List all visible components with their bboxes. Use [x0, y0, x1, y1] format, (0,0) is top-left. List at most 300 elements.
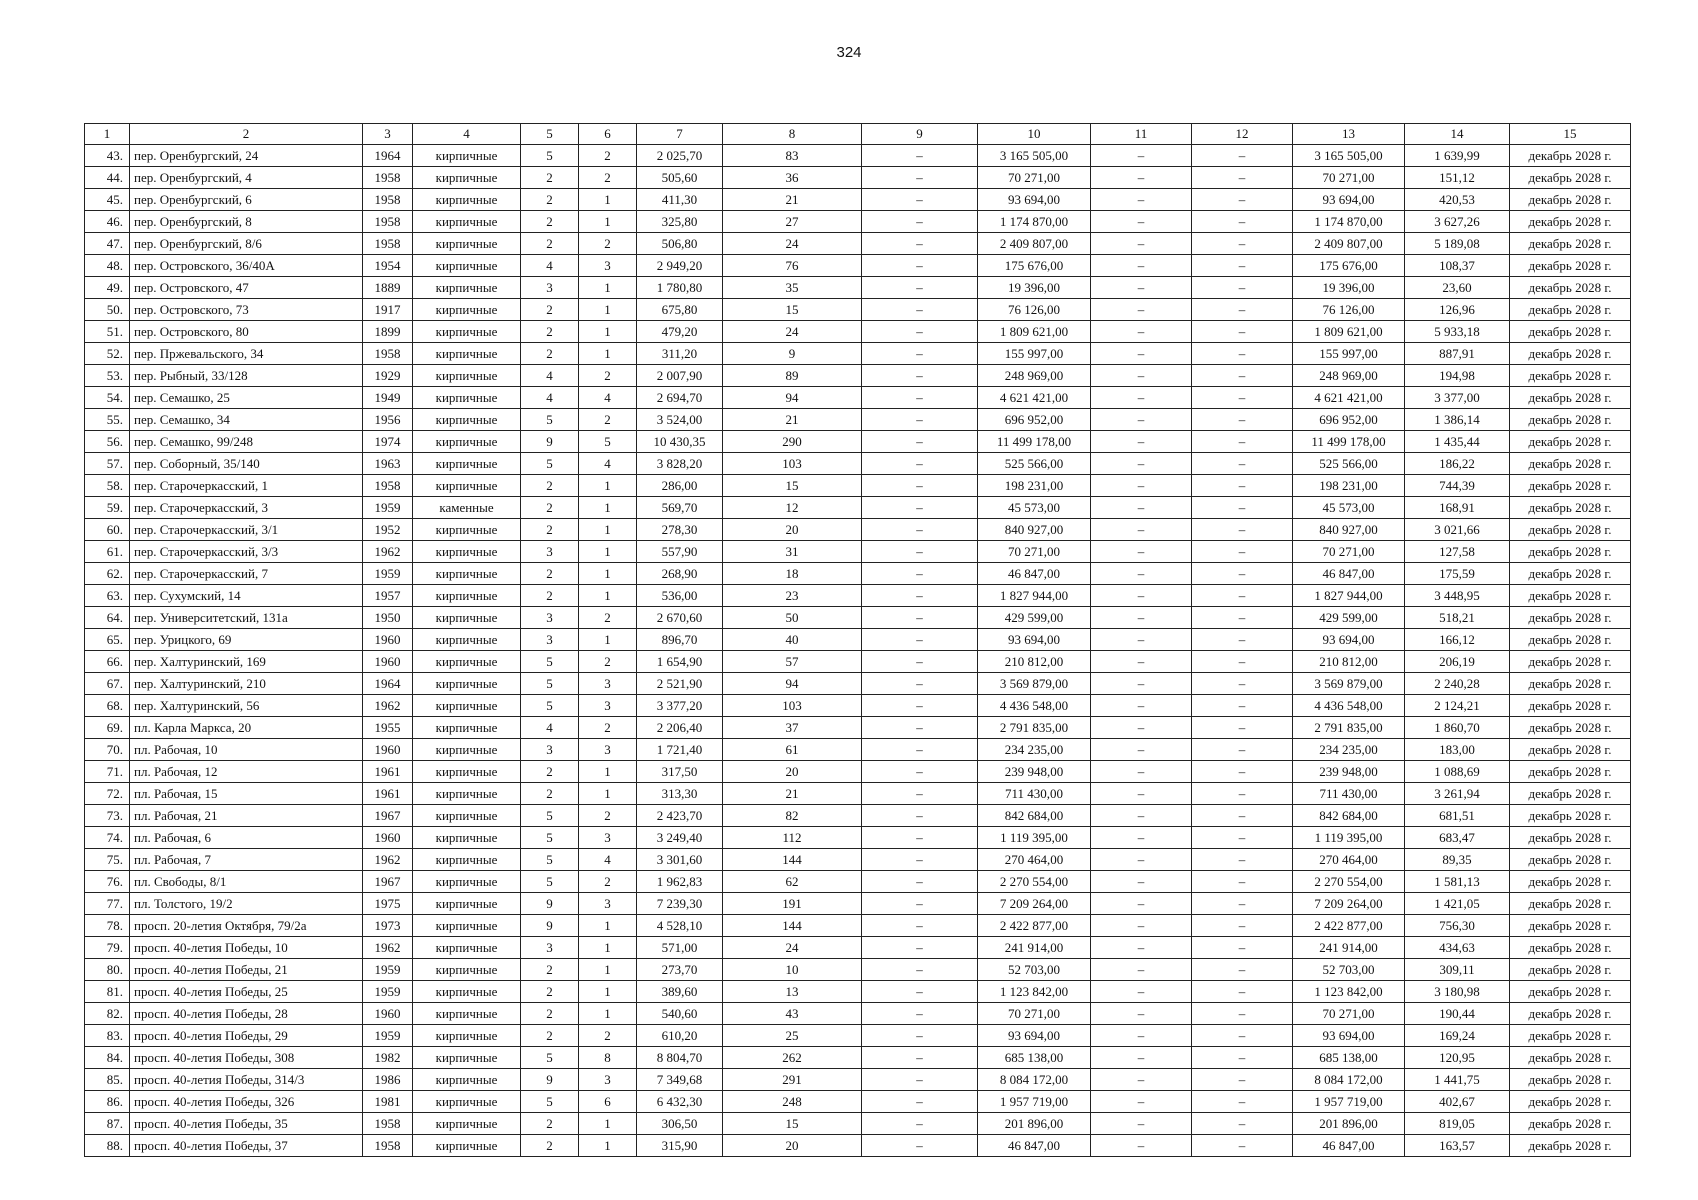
- table-cell: –: [862, 497, 978, 519]
- table-cell: декабрь 2028 г.: [1510, 915, 1631, 937]
- table-cell: 2 423,70: [637, 805, 723, 827]
- table-cell: декабрь 2028 г.: [1510, 541, 1631, 563]
- table-cell: –: [1192, 871, 1293, 893]
- table-cell: кирпичные: [413, 585, 521, 607]
- table-cell: 3 165 505,00: [1293, 145, 1405, 167]
- table-cell: 7 209 264,00: [1293, 893, 1405, 915]
- table-row: [85, 277, 1631, 299]
- table-cell: –: [1192, 1069, 1293, 1091]
- table-cell: 7 209 264,00: [978, 893, 1091, 915]
- table-cell: –: [1091, 211, 1192, 233]
- table-cell: –: [862, 827, 978, 849]
- table-cell: –: [862, 365, 978, 387]
- table-cell: пл. Рабочая, 12: [130, 761, 363, 783]
- table-cell: 5: [521, 145, 579, 167]
- table-cell: 1949: [363, 387, 413, 409]
- table-cell: пер. Семашко, 25: [130, 387, 363, 409]
- table-cell: –: [1091, 629, 1192, 651]
- table-cell: –: [862, 981, 978, 1003]
- table-cell: каменные: [413, 497, 521, 519]
- table-cell: 67.: [85, 673, 130, 695]
- table-cell: 1982: [363, 1047, 413, 1069]
- table-cell: –: [1192, 761, 1293, 783]
- table-cell: кирпичные: [413, 387, 521, 409]
- table-cell: 317,50: [637, 761, 723, 783]
- table-cell: –: [1192, 717, 1293, 739]
- table-cell: 1958: [363, 233, 413, 255]
- table-cell: 46 847,00: [1293, 1135, 1405, 1157]
- table-cell: декабрь 2028 г.: [1510, 475, 1631, 497]
- table-cell: 1: [579, 629, 637, 651]
- table-cell: 2 206,40: [637, 717, 723, 739]
- table-row: [85, 1025, 1631, 1047]
- table-cell: 2: [521, 497, 579, 519]
- table-cell: кирпичные: [413, 607, 521, 629]
- table-cell: 70 271,00: [978, 1003, 1091, 1025]
- table-cell: –: [1091, 959, 1192, 981]
- table-cell: –: [1091, 409, 1192, 431]
- table-cell: 77.: [85, 893, 130, 915]
- table-cell: –: [1192, 805, 1293, 827]
- table-cell: 3: [579, 695, 637, 717]
- table-cell: кирпичные: [413, 959, 521, 981]
- table-cell: 270 464,00: [1293, 849, 1405, 871]
- table-cell: 51.: [85, 321, 130, 343]
- table-cell: 127,58: [1405, 541, 1510, 563]
- table-cell: кирпичные: [413, 145, 521, 167]
- table-cell: 19 396,00: [978, 277, 1091, 299]
- table-cell: декабрь 2028 г.: [1510, 431, 1631, 453]
- table-cell: 87.: [85, 1113, 130, 1135]
- table-cell: 2: [579, 365, 637, 387]
- table-row: [85, 893, 1631, 915]
- table-cell: –: [1192, 145, 1293, 167]
- table-cell: 72.: [85, 783, 130, 805]
- table-cell: 273,70: [637, 959, 723, 981]
- table-cell: 9: [521, 1069, 579, 1091]
- table-cell: –: [1192, 981, 1293, 1003]
- table-cell: –: [862, 167, 978, 189]
- table-cell: –: [1091, 695, 1192, 717]
- table-cell: 840 927,00: [978, 519, 1091, 541]
- table-cell: 309,11: [1405, 959, 1510, 981]
- table-cell: 1962: [363, 541, 413, 563]
- table-cell: 315,90: [637, 1135, 723, 1157]
- table-cell: пл. Свободы, 8/1: [130, 871, 363, 893]
- table-cell: –: [1091, 431, 1192, 453]
- table-cell: –: [1192, 189, 1293, 211]
- table-cell: 2: [521, 585, 579, 607]
- table-cell: декабрь 2028 г.: [1510, 607, 1631, 629]
- column-header: 2: [130, 124, 363, 145]
- table-cell: –: [1091, 761, 1192, 783]
- table-cell: пл. Рабочая, 10: [130, 739, 363, 761]
- column-header: 8: [723, 124, 862, 145]
- table-cell: кирпичные: [413, 519, 521, 541]
- table-cell: кирпичные: [413, 695, 521, 717]
- table-cell: пер. Оренбургский, 24: [130, 145, 363, 167]
- table-cell: –: [1091, 651, 1192, 673]
- table-cell: декабрь 2028 г.: [1510, 871, 1631, 893]
- table-cell: 70 271,00: [1293, 1003, 1405, 1025]
- table-cell: 610,20: [637, 1025, 723, 1047]
- table-cell: 842 684,00: [978, 805, 1091, 827]
- table-cell: –: [1091, 673, 1192, 695]
- table-cell: 108,37: [1405, 255, 1510, 277]
- table-cell: 103: [723, 695, 862, 717]
- table-cell: 1: [579, 1113, 637, 1135]
- table-cell: –: [1192, 541, 1293, 563]
- table-cell: –: [1091, 937, 1192, 959]
- column-header: 9: [862, 124, 978, 145]
- table-cell: –: [1091, 805, 1192, 827]
- table-cell: 8 804,70: [637, 1047, 723, 1069]
- table-cell: –: [862, 475, 978, 497]
- table-cell: декабрь 2028 г.: [1510, 893, 1631, 915]
- table-cell: 681,51: [1405, 805, 1510, 827]
- table-cell: 2 409 807,00: [1293, 233, 1405, 255]
- table-cell: 4: [579, 849, 637, 871]
- table-cell: –: [1091, 321, 1192, 343]
- table-row: [85, 1091, 1631, 1113]
- table-cell: 3: [521, 629, 579, 651]
- table-row: [85, 1047, 1631, 1069]
- table-cell: –: [1091, 563, 1192, 585]
- table-cell: 163,57: [1405, 1135, 1510, 1157]
- table-cell: 5: [521, 1091, 579, 1113]
- table-cell: 1 827 944,00: [978, 585, 1091, 607]
- table-cell: просп. 20-летия Октября, 79/2а: [130, 915, 363, 937]
- table-cell: –: [1192, 365, 1293, 387]
- table-cell: 1 421,05: [1405, 893, 1510, 915]
- table-cell: 5: [521, 805, 579, 827]
- table-cell: 1 435,44: [1405, 431, 1510, 453]
- table-cell: –: [862, 849, 978, 871]
- table-cell: –: [1091, 343, 1192, 365]
- table-cell: 1: [579, 959, 637, 981]
- table-cell: 505,60: [637, 167, 723, 189]
- table-cell: –: [862, 1025, 978, 1047]
- table-cell: декабрь 2028 г.: [1510, 277, 1631, 299]
- table-cell: пл. Рабочая, 21: [130, 805, 363, 827]
- table-cell: 78.: [85, 915, 130, 937]
- table-cell: 2: [521, 519, 579, 541]
- table-cell: декабрь 2028 г.: [1510, 519, 1631, 541]
- table-cell: 82: [723, 805, 862, 827]
- table-cell: 675,80: [637, 299, 723, 321]
- table-cell: пер. Семашко, 99/248: [130, 431, 363, 453]
- table-cell: кирпичные: [413, 453, 521, 475]
- table-cell: –: [1091, 1047, 1192, 1069]
- table-cell: –: [1192, 959, 1293, 981]
- table-cell: –: [1192, 431, 1293, 453]
- table-cell: 1 809 621,00: [978, 321, 1091, 343]
- table-cell: 711 430,00: [978, 783, 1091, 805]
- table-cell: –: [862, 1069, 978, 1091]
- table-cell: 2 670,60: [637, 607, 723, 629]
- table-cell: –: [1192, 1113, 1293, 1135]
- table-cell: 175 676,00: [978, 255, 1091, 277]
- table-row: [85, 519, 1631, 541]
- table-cell: 93 694,00: [1293, 189, 1405, 211]
- table-cell: 4: [521, 255, 579, 277]
- table-cell: 286,00: [637, 475, 723, 497]
- table-cell: –: [1192, 409, 1293, 431]
- table-row: [85, 695, 1631, 717]
- table-cell: кирпичные: [413, 1003, 521, 1025]
- table-cell: пер. Соборный, 35/140: [130, 453, 363, 475]
- table-row: [85, 343, 1631, 365]
- table-cell: 1: [579, 585, 637, 607]
- table-cell: 248 969,00: [1293, 365, 1405, 387]
- table-cell: кирпичные: [413, 871, 521, 893]
- table-cell: 120,95: [1405, 1047, 1510, 1069]
- table-cell: 1 721,40: [637, 739, 723, 761]
- table-cell: 3: [521, 607, 579, 629]
- table-cell: 5: [521, 871, 579, 893]
- table-cell: 1958: [363, 189, 413, 211]
- table-cell: декабрь 2028 г.: [1510, 959, 1631, 981]
- table-cell: 569,70: [637, 497, 723, 519]
- table-cell: 1959: [363, 981, 413, 1003]
- table-cell: 2: [521, 783, 579, 805]
- table-cell: 5: [521, 453, 579, 475]
- table-cell: 711 430,00: [1293, 783, 1405, 805]
- table-cell: 24: [723, 937, 862, 959]
- table-cell: 1: [579, 277, 637, 299]
- table-cell: 59.: [85, 497, 130, 519]
- table-cell: 79.: [85, 937, 130, 959]
- table-cell: пер. Островского, 80: [130, 321, 363, 343]
- table-cell: кирпичные: [413, 805, 521, 827]
- table-cell: 4 436 548,00: [978, 695, 1091, 717]
- table-cell: 429 599,00: [1293, 607, 1405, 629]
- table-cell: 6 432,30: [637, 1091, 723, 1113]
- table-row: [85, 585, 1631, 607]
- table-cell: декабрь 2028 г.: [1510, 563, 1631, 585]
- table-cell: 1959: [363, 1025, 413, 1047]
- table-cell: 1 827 944,00: [1293, 585, 1405, 607]
- table-row: [85, 1069, 1631, 1091]
- table-cell: –: [862, 783, 978, 805]
- table-cell: декабрь 2028 г.: [1510, 1113, 1631, 1135]
- table-cell: –: [1091, 871, 1192, 893]
- table-cell: 1 441,75: [1405, 1069, 1510, 1091]
- table-cell: –: [862, 541, 978, 563]
- table-cell: декабрь 2028 г.: [1510, 651, 1631, 673]
- table-cell: 3 261,94: [1405, 783, 1510, 805]
- table-cell: 70 271,00: [1293, 541, 1405, 563]
- table-cell: 83: [723, 145, 862, 167]
- table-cell: –: [1192, 299, 1293, 321]
- table-row: [85, 1113, 1631, 1135]
- table-cell: 234 235,00: [978, 739, 1091, 761]
- table-cell: 21: [723, 189, 862, 211]
- table-cell: декабрь 2028 г.: [1510, 673, 1631, 695]
- table-cell: кирпичные: [413, 343, 521, 365]
- table-cell: 1961: [363, 783, 413, 805]
- table-cell: 896,70: [637, 629, 723, 651]
- table-cell: –: [862, 937, 978, 959]
- table-cell: 4 621 421,00: [1293, 387, 1405, 409]
- table-cell: 683,47: [1405, 827, 1510, 849]
- table-cell: –: [1091, 1135, 1192, 1157]
- table-cell: 248 969,00: [978, 365, 1091, 387]
- table-cell: 46 847,00: [978, 563, 1091, 585]
- table-cell: пер. Сухумский, 14: [130, 585, 363, 607]
- table-cell: 183,00: [1405, 739, 1510, 761]
- table-cell: 83.: [85, 1025, 130, 1047]
- column-header: 14: [1405, 124, 1510, 145]
- table-cell: 268,90: [637, 563, 723, 585]
- table-cell: –: [1091, 453, 1192, 475]
- table-cell: кирпичные: [413, 827, 521, 849]
- table-cell: –: [862, 1113, 978, 1135]
- table-cell: 126,96: [1405, 299, 1510, 321]
- table-cell: 696 952,00: [978, 409, 1091, 431]
- table-cell: 239 948,00: [1293, 761, 1405, 783]
- table-cell: –: [862, 915, 978, 937]
- table-header-row: [85, 124, 1631, 145]
- table-cell: 11 499 178,00: [1293, 431, 1405, 453]
- table-cell: кирпичные: [413, 189, 521, 211]
- table-cell: –: [862, 673, 978, 695]
- table-cell: 1986: [363, 1069, 413, 1091]
- table-cell: 43.: [85, 145, 130, 167]
- table-cell: 112: [723, 827, 862, 849]
- table-row: [85, 497, 1631, 519]
- table-row: [85, 563, 1631, 585]
- table-cell: 2: [579, 233, 637, 255]
- table-cell: 76 126,00: [978, 299, 1091, 321]
- table-cell: 2 007,90: [637, 365, 723, 387]
- table-cell: 15: [723, 299, 862, 321]
- table-cell: просп. 40-летия Победы, 21: [130, 959, 363, 981]
- table-cell: кирпичные: [413, 541, 521, 563]
- table-cell: 1: [579, 541, 637, 563]
- table-cell: 1889: [363, 277, 413, 299]
- table-cell: 4: [521, 365, 579, 387]
- table-cell: 198 231,00: [978, 475, 1091, 497]
- table-cell: 571,00: [637, 937, 723, 959]
- table-cell: 8 084 172,00: [978, 1069, 1091, 1091]
- table-cell: 57: [723, 651, 862, 673]
- table-cell: 291: [723, 1069, 862, 1091]
- table-cell: 190,44: [1405, 1003, 1510, 1025]
- table-cell: –: [1091, 585, 1192, 607]
- table-cell: 2: [579, 871, 637, 893]
- table-cell: –: [1192, 211, 1293, 233]
- table-cell: –: [1192, 739, 1293, 761]
- table-row: [85, 365, 1631, 387]
- table-row: [85, 651, 1631, 673]
- table-cell: 4: [579, 387, 637, 409]
- table-cell: 1964: [363, 145, 413, 167]
- column-header: 6: [579, 124, 637, 145]
- table-cell: 1: [579, 475, 637, 497]
- table-cell: 81.: [85, 981, 130, 1003]
- table-cell: 50: [723, 607, 862, 629]
- table-cell: 2 270 554,00: [978, 871, 1091, 893]
- table-cell: 1952: [363, 519, 413, 541]
- table-cell: 4 621 421,00: [978, 387, 1091, 409]
- table-cell: 6: [579, 1091, 637, 1113]
- table-cell: декабрь 2028 г.: [1510, 255, 1631, 277]
- table-cell: 3: [579, 1069, 637, 1091]
- table-cell: пл. Рабочая, 7: [130, 849, 363, 871]
- table-cell: декабрь 2028 г.: [1510, 233, 1631, 255]
- table-cell: пер. Островского, 47: [130, 277, 363, 299]
- table-cell: 43: [723, 1003, 862, 1025]
- table-cell: 4 528,10: [637, 915, 723, 937]
- table-row: [85, 409, 1631, 431]
- table-cell: 175,59: [1405, 563, 1510, 585]
- table-cell: –: [1091, 497, 1192, 519]
- table-cell: 5: [521, 695, 579, 717]
- table-cell: –: [862, 607, 978, 629]
- table-cell: декабрь 2028 г.: [1510, 453, 1631, 475]
- table-cell: –: [1192, 893, 1293, 915]
- table-cell: кирпичные: [413, 563, 521, 585]
- table-cell: пер. Халтуринский, 210: [130, 673, 363, 695]
- table-cell: 2 025,70: [637, 145, 723, 167]
- table-cell: 311,20: [637, 343, 723, 365]
- table-cell: 3 301,60: [637, 849, 723, 871]
- table-cell: 2: [521, 321, 579, 343]
- table-cell: 1959: [363, 563, 413, 585]
- page-number: 324: [836, 44, 862, 61]
- table-cell: 89,35: [1405, 849, 1510, 871]
- table-cell: просп. 40-летия Победы, 10: [130, 937, 363, 959]
- table-cell: 70 271,00: [978, 167, 1091, 189]
- table-cell: 434,63: [1405, 937, 1510, 959]
- table-cell: декабрь 2028 г.: [1510, 299, 1631, 321]
- table-cell: просп. 40-летия Победы, 28: [130, 1003, 363, 1025]
- table-cell: 194,98: [1405, 365, 1510, 387]
- table-cell: –: [1091, 1113, 1192, 1135]
- table-cell: 2: [521, 343, 579, 365]
- table-cell: 21: [723, 783, 862, 805]
- table-cell: 10 430,35: [637, 431, 723, 453]
- table-cell: 40: [723, 629, 862, 651]
- table-cell: –: [1091, 827, 1192, 849]
- table-cell: декабрь 2028 г.: [1510, 409, 1631, 431]
- table-cell: просп. 40-летия Победы, 29: [130, 1025, 363, 1047]
- table-cell: кирпичные: [413, 651, 521, 673]
- table-cell: кирпичные: [413, 673, 521, 695]
- table-cell: 1 957 719,00: [1293, 1091, 1405, 1113]
- table-cell: 1958: [363, 343, 413, 365]
- table-cell: пер. Старочеркасский, 3/3: [130, 541, 363, 563]
- table-cell: 168,91: [1405, 497, 1510, 519]
- table-cell: 9: [521, 893, 579, 915]
- table-cell: 2: [579, 409, 637, 431]
- table-cell: декабрь 2028 г.: [1510, 343, 1631, 365]
- table-cell: декабрь 2028 г.: [1510, 827, 1631, 849]
- table-cell: декабрь 2028 г.: [1510, 805, 1631, 827]
- table-cell: 45 573,00: [1293, 497, 1405, 519]
- table-cell: 3: [579, 673, 637, 695]
- table-cell: 1981: [363, 1091, 413, 1113]
- table-row: [85, 937, 1631, 959]
- table-cell: 1956: [363, 409, 413, 431]
- table-cell: 2: [521, 563, 579, 585]
- table-cell: просп. 40-летия Победы, 314/3: [130, 1069, 363, 1091]
- table-cell: –: [1091, 915, 1192, 937]
- table-cell: 3 377,00: [1405, 387, 1510, 409]
- table-cell: –: [1192, 1047, 1293, 1069]
- table-cell: кирпичные: [413, 211, 521, 233]
